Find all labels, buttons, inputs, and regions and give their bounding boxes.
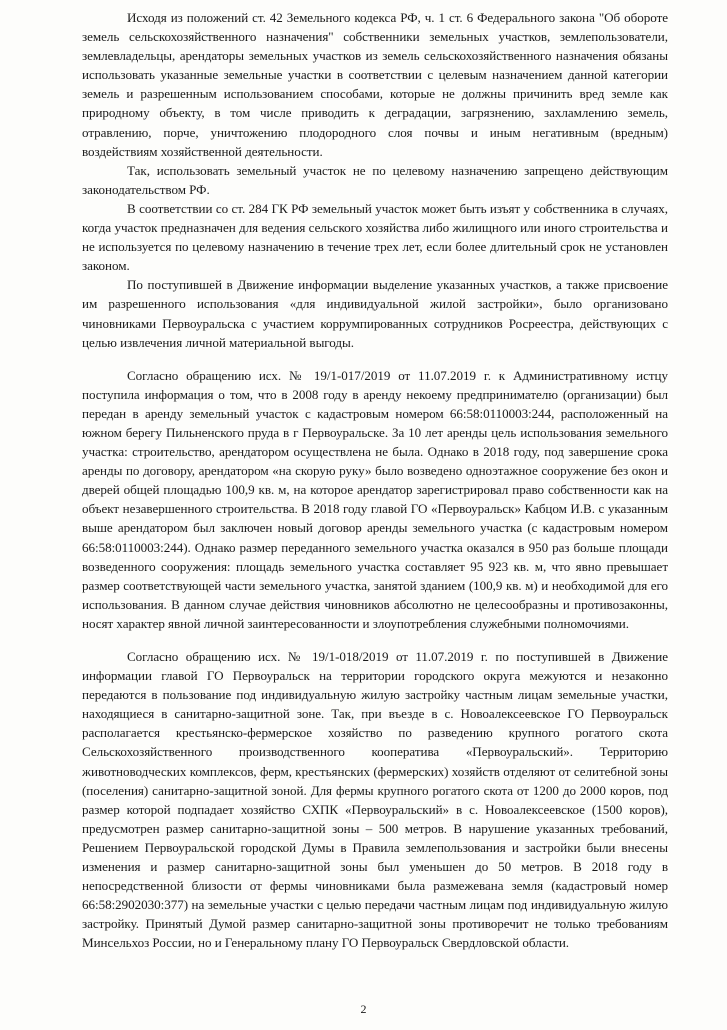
paragraph-appeal-018: Согласно обращению исх. № 19/1-018/2019 от 11.07.2019 г. по поступившей в Движение информации главой ГО Первоуральск на территории городского округа межуются и незаконно передаются в пользование под индивидуальную жилую застройку частным лицам земельные участки, находящиеся в санитарно-защитной зоне. Так, при въезде в с. Новоалексеевское ГО Первоуральск располагается крестьянско-фермерское хозяйство по разведению крупного рогатого скота Сельскохозяйственного производственного кооператива «Первоуральский». Территорию животноводческих комплексов, ферм, крестьянских (фермерских) хозяйств отделяют от селитебной зоны (поселения) санитарно-защитной зоной. Для фермы крупного рогатого скота от 1200 до 2000 коров, под размер которой подпадает хозяйство СХПК «Первоуральский» в с. Новоалексеевское (1500 коров), предусмотрен размер санитарно-защитной зоны – 500 метров. В нарушение указанных требований, Решением Первоуральской городской Думы в Правила землепользования и застройки были внесены изменения и размер санитарно-защитной зоны был уменьшен до 50 метров. В 2018 году в непосредственной близости от фермы чиновниками была размежевана земля (кадастровый номер 66:58:2902030:377) на земельные участки с целью передачи частным лицам под индивидуальную жилую застройку. Принятый Думой размер санитарно-защитной зоны противоречит не только требованиям Минсельхоз России, но и Генеральному плану ГО Первоуральск Свердловской области.: [82, 649, 668, 951]
paragraph-civil-code: В соответствии со ст. 284 ГК РФ земельный участок может быть изъят у собственника в случаях, когда участок предназначен для ведения сельского хозяйства либо жилищного или иного строительства и не используется по целевому назначению в течение трех лет, если более длительный срок не установлен законом.: [82, 200, 668, 274]
document-body: [82, 8, 668, 953]
paragraph-prohibition: Так, использовать земельный участок не по целевому назначению запрещено действующим законодательством РФ.: [82, 162, 668, 197]
paragraph-allocation: По поступившей в Движение информации выделение указанных участков, а также присвоение им разрешенного использования «для индивидуальной жилой застройки», было организовано чиновниками Первоуральска с участием коррумпированных сотрудников Росреестра, действующих с целью извлечения личной материальной выгоды.: [82, 277, 668, 350]
paragraph-land-code: Исходя из положений ст. 42 Земельного кодекса РФ, ч. 1 ст. 6 Федерального закона "Об обороте земель сельскохозяйственного назначения" собственники земельных участков, землепользователи, землевладельцы, арендаторы земельных участков из земель сельскохозяйственного назначения обязаны использовать указанные земельные участки в соответствии с целевым назначением данной категории земель и разрешенным использованием способами, которые не должны причинить вред земле как природному объекту, в том числе приводить к деградации, загрязнению, захламлению земель, отравлению, порче, уничтожению плодородного слоя почвы и иным негативным (вредным) воздействиям хозяйственной деятельности.: [82, 10, 668, 159]
page-number: 2: [360, 1002, 367, 1016]
paragraph-appeal-017: Согласно обращению исх. № 19/1-017/2019 от 11.07.2019 г. к Административному истцу поступила информация о том, что в 2008 году в аренду некоему предпринимателю (организации) был передан в аренду земельный участок с кадастровым номером 66:58:0110003:244, расположенный на южном берегу Пильненского пруда в г Первоуральске. За 10 лет аренды цель использования земельного участка: строительство, арендатором осуществлена не была. Однако в 2018 году, под завершение срока аренды по договору, арендатором «на скорую руку» было возведено одноэтажное сооружение без окон и дверей общей площадью 100,9 кв. м, на которое арендатор зарегистрировал право собственности как на объект незавершенного строительства. В 2018 году главой ГО «Первоуральск» Кабцом И.В. с указанным выше арендатором был заключен новый договор аренды земельного участка (с кадастровым номером 66:58:0110003:244). Однако размер переданного земельного участка оказался в 950 раз больше площади возведенного сооружения: площадь земельного участка составляет 95 923 кв. м, что явно превышает размер соответствующей части земельного участка, занятой зданием (100,9 кв. м) и необходимой для его использования. В данном случае действия чиновников абсолютно не целесообразны и противозаконны, носят характер явной личной заинтересованности и злоупотребления служебными полномочиями.: [82, 367, 668, 631]
